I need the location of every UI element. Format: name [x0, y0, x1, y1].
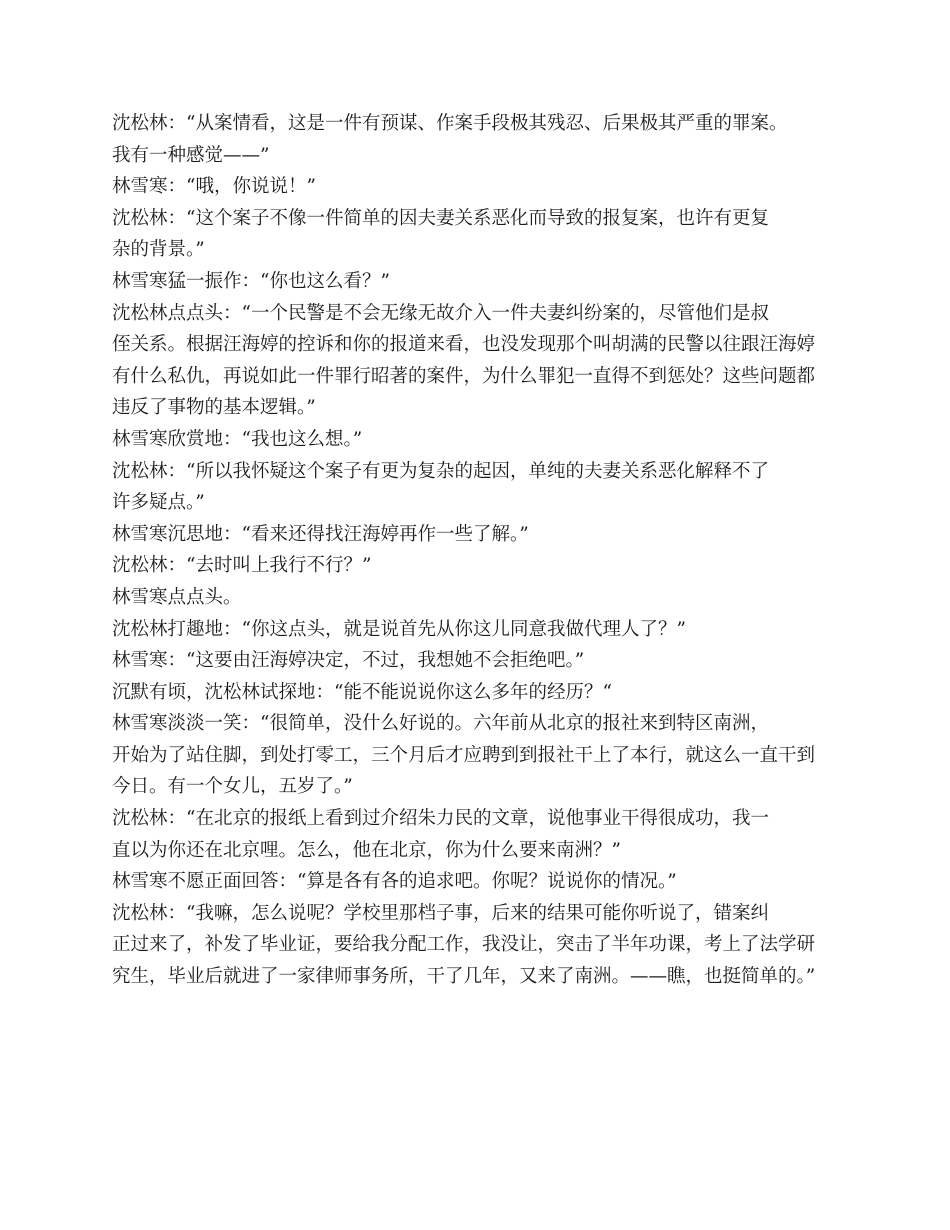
text-line: 正过来了，补发了毕业证，要给我分配工作，我没让，突击了半年功课，考上了法学研 [112, 934, 816, 956]
text-line: 杂的背景。” [112, 239, 205, 261]
text-line: 开始为了站住脚，到处打零工，三个月后才应聘到到报社干上了本行，就这么一直干到 [112, 744, 816, 766]
text-line: 沈松林：“去时叫上我行不行？” [112, 555, 372, 577]
text-line: 沉默有顷，沈松林试探地：“能不能说说你这么多年的经历？“ [112, 681, 612, 703]
text-line: 许多疑点。” [112, 492, 205, 514]
text-line: 我有一种感觉——” [112, 144, 270, 166]
text-line: 沈松林：“这个案子不像一件简单的因夫妻关系恶化而导致的报复案，也许有更复 [112, 207, 769, 229]
text-line: 违反了事物的基本逻辑。” [112, 397, 316, 419]
dialogue-text [112, 108, 842, 993]
text-line: 林雪寒不愿正面回答：“算是各有各的追求吧。你呢？说说你的情况。” [112, 871, 677, 893]
text-line: 沈松林：“我嘛，怎么说呢？学校里那档子事，后来的结果可能你听说了，错案纠 [112, 902, 769, 924]
text-line: 林雪寒欣赏地：“我也这么想。” [112, 428, 363, 450]
text-line: 沈松林点点头：“一个民警是不会无缘无故介入一件夫妻纠纷案的，尽管他们是叔 [112, 302, 769, 324]
text-line: 林雪寒猛一振作：“你也这么看？” [112, 270, 390, 292]
text-line: 沈松林打趣地：“你这点头，就是说首先从你这儿同意我做代理人了？” [112, 618, 686, 640]
text-line: 侄关系。根据汪海婷的控诉和你的报道来看，也没发现那个叫胡满的民警以往跟汪海婷 [112, 334, 816, 356]
text-line: 沈松林：“从案情看，这是一件有预谋、作案手段极其残忍、后果极其严重的罪案。 [112, 113, 788, 134]
text-line: 林雪寒淡淡一笑：“很简单，没什么好说的。六年前从北京的报社来到特区南洲， [112, 713, 769, 735]
text-line: 究生，毕业后就进了一家律师事务所，干了几年，又来了南洲。——瞧，也挺简单的。” [112, 966, 816, 988]
text-line: 林雪寒：“这要由汪海婷决定，不过，我想她不会拒绝吧。” [112, 650, 585, 672]
text-line: 林雪寒点点头。 [112, 586, 242, 608]
text-line: 今日。有一个女儿，五岁了。” [112, 776, 353, 798]
text-line: 林雪寒：“哦，你说说！” [112, 176, 316, 198]
text-line: 沈松林：“在北京的报纸上看到过介绍朱力民的文章，说他事业干得很成功，我一 [112, 808, 769, 830]
text-line: 有什么私仇，再说如此一件罪行昭著的案件，为什么罪犯一直得不到惩处？这些问题都 [112, 365, 816, 387]
text-line: 沈松林：“所以我怀疑这个案子有更为复杂的起因，单纯的夫妻关系恶化解释不了 [112, 460, 769, 482]
text-line: 直以为你还在北京哩。怎么，他在北京，你为什么要来南洲？” [112, 839, 621, 861]
text-line: 林雪寒沉思地：“看来还得找汪海婷再作一些了解。” [112, 523, 529, 545]
